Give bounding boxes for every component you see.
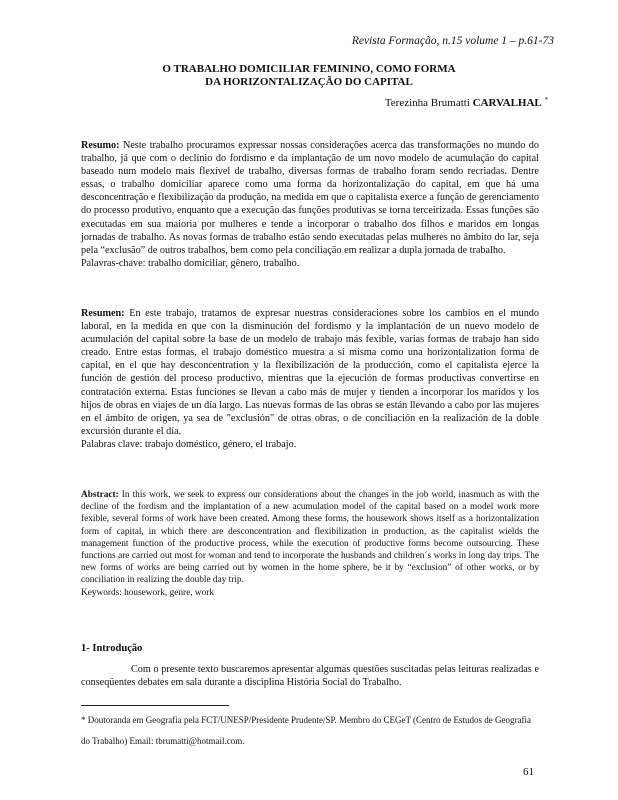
abstract-text: In this work, we seek to express our considerations about the changes in the job world, inasmuch as with the decline of the fordism and the implantation of a new acumulation model of the capital based on a model work more fexible, several forms of work have been created. Among these forms, the housework shows itself as a horizontalization form of capital, in which there are desconcentration and flexibilization in production, as the capitalist wields the management function of the productive process, while the execution of productive forms become outsourcing. These functions are carried out most for woman and tend to incorporate the husbands and children´s works in long day trips. The new forms of works are being carried out by women in the home sphere, be it by “exclusion” of other works, or by conciliation in realizing the double day trip. bbox=[81, 490, 539, 586]
resumo-text: Neste trabalho procuramos expressar nossas considerações acerca das transformações no mundo do trabalho, já que com o declínio do fordismo e da implantação de um novo modelo de acumulação do capital baseado num modelo mais flexível de trabalho, diversas formas de trabalho foram sendo recriadas. Dentre essas, o trabalho domiciliar aparece como uma forma da horizontalização do capital, em que há uma desconcentração e flexibilização da produção, na medida em que o capitalista exerce a função de gerenciamento do processo produtivo, enquanto que a execução das funções produtivas se torna terceirizada. Essas funções são executadas em sua maioria por mulheres e tende a incorporar o trabalho dos filhos e maridos em longas jornadas de trabalho. As novas formas de trabalho estão sendo executadas pelas mulheres no âmbito do lar, seja pela “exclusão” de outros trabalhos, bem como pela conciliação em realizar a dupla jornada de trabalho. bbox=[81, 140, 539, 256]
resumen-text: En este trabajo, tratamos de expresar nuestras consideraciones sobre los cambios en el mundo laboral, en la medida en que con la disminución del fordismo y la implantación de un nuevo modelo de acumulación del capital sobre la base de un modelo de trabajo más fexible, varias formas de trabajo han sido creado. Entre estas formas, el trabajo doméstico muestra a sí misma como una horizontalization forma de capital, en el que hay desconcentration y la flexibilización de la producción, como el capitalista ejerce la función de gestión del proceso productivo, mientras que la ejecución de formas productivas convertirse en contratación externa. Estas funciones se llevan a cabo más de mujer y tienden a incorporar los maridos y los hijos de obras en viajes de un día largo. Las nuevas formas de las obras se están llevando a cabo por las mujeres en el ámbito de origen, ya sea de "exclusión" de otras obras, o de conciliación en la realización de la doble excursión durante el día. bbox=[81, 308, 539, 437]
author-surname: CARVALHAL bbox=[472, 97, 542, 109]
abstract-keywords: Keywords: housework, genre, work bbox=[81, 587, 214, 598]
resumo-label: Resumo: bbox=[81, 140, 120, 151]
title-line-1: O TRABALHO DOMICILIAR FEMININO, COMO FORMA bbox=[162, 63, 456, 75]
footnote-divider bbox=[81, 705, 229, 706]
abstract-label: Abstract: bbox=[81, 490, 119, 500]
author-given-name: Terezinha Brumatti bbox=[384, 97, 470, 109]
resumo-keywords: Palavras-chave: trabalho domiciliar, gênero, trabalho. bbox=[81, 257, 300, 269]
resumen-label: Resumen: bbox=[81, 308, 125, 319]
page-number: 61 bbox=[523, 766, 534, 778]
author-footnote-mark: * bbox=[544, 96, 548, 104]
resumo-paragraph bbox=[81, 139, 539, 270]
footnote: * Doutoranda em Geografia pela FCT/UNESP/Presidente Prudente/SP. Membro do CEGeT (Centro de Estudos de Geografia do Trabalho) Email: tbrumatti@hotmail.com. bbox=[81, 715, 531, 746]
introduction-paragraph bbox=[81, 663, 539, 689]
abstract-paragraph bbox=[81, 489, 539, 599]
author-name bbox=[385, 96, 548, 109]
resumen-paragraph bbox=[81, 307, 539, 451]
article-title bbox=[80, 63, 538, 89]
section-heading: 1- Introdução bbox=[81, 643, 143, 654]
title-line-2: DA HORIZONTALIZAÇÃO DO CAPITAL bbox=[205, 76, 413, 88]
journal-header: Revista Formação, n.15 volume 1 – p.61-73 bbox=[351, 35, 554, 47]
resumen-keywords: Palabras clave: trabajo doméstico, género, el trabajo. bbox=[81, 438, 297, 450]
intro-text: Com o presente texto buscaremos apresentar algumas questões suscitadas pelas leituras realizadas e conseqüentes debates em sala durante a disciplina História Social do Trabalho. bbox=[81, 664, 539, 689]
